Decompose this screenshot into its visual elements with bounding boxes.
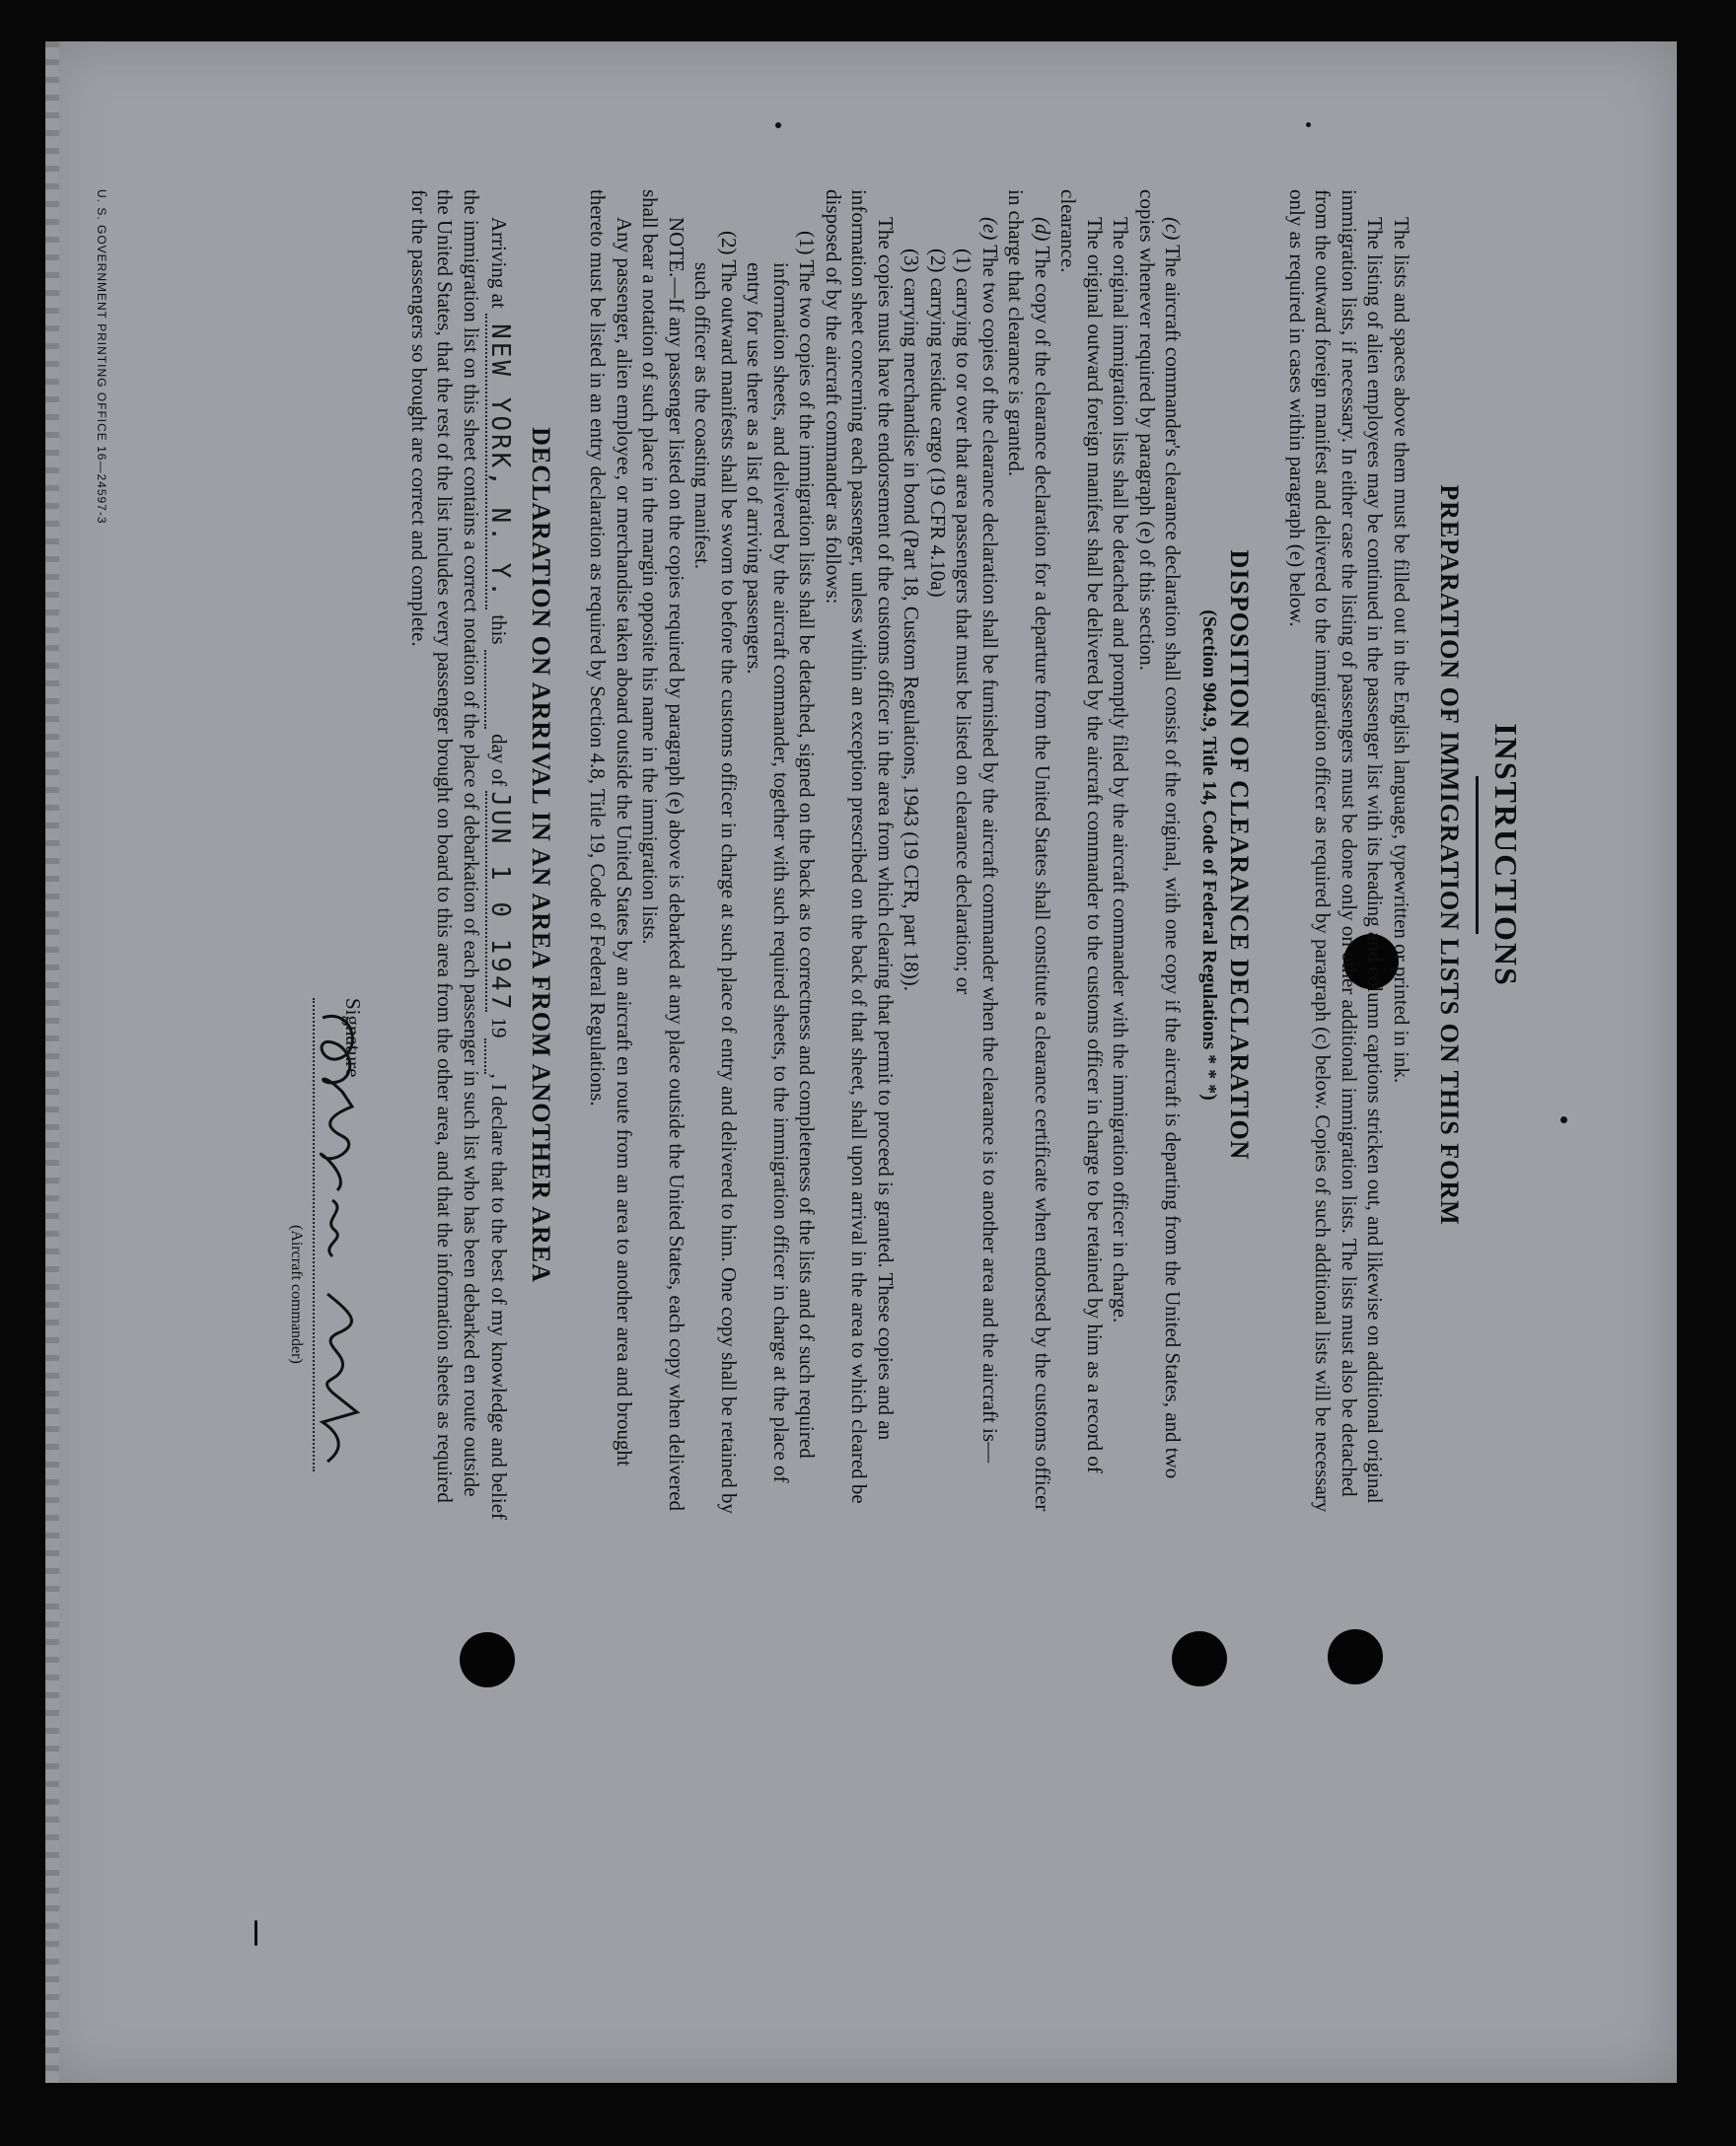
declaration-heading: DECLARATION ON ARRIVAL IN AN AREA FROM ANOTHER AREA — [527, 427, 555, 1283]
document-page — [45, 41, 1677, 2083]
signature-label: Signature — [341, 998, 366, 1078]
handwritten-signature — [303, 998, 372, 1471]
paragraph-c-3: The original outward foreign manifest shall be delivered by the aircraft commander to the customs officer in charge to be retained by him as a record of clearance. — [1056, 189, 1107, 1473]
day-of-label: day of — [487, 734, 512, 787]
paragraph-e-sub-1: (1) The two copies of the immigration lists shall be detached, signed on the back as to correctness and completeness of the lists and of such required information sheets, and delivered by the aircraft commander, together with such required sheets, to the immigration officer in charge at the place of entry for use there as a list of arriving passengers. — [743, 231, 820, 1483]
paragraph-d — [1003, 189, 1055, 1521]
printer-footer: U. S. GOVERNMENT PRINTING OFFICE 16—24597-3 — [95, 189, 108, 525]
month-field[interactable] — [485, 791, 514, 1012]
note-paragraph-2: Any passenger, alien employee, or merchandise taken aboard outside the United States by an aircraft en route from an area to another area and brought thereto must be listed in an entry declaration as required by Section 4.8, Title 19, Code of Federal Regulations. — [586, 189, 636, 1466]
paragraph-e-item-3: (3) carrying merchandise in bond (Part 18, Custom Regulations, 1943 (19 CFR, part 18)). — [900, 249, 924, 991]
prep-paragraph-2: The listing of alien employees may be continued in the passenger list with its heading and column captions stricken out, and likewise on additional original immigration lists, if necessary. In either case the listing of passengers must be done only on other additional immigration lists. The lists must also be detached from the outward foreign manifest and delivered to the immigration officer as required by paragraph (c) below. Copies of such additional lists will be necessary only as required in cases within paragraph (e) below. — [1285, 189, 1388, 1513]
paragraph-e-2: The copies must have the endorsement of the customs officer in the area from which clearing that permit to proceed is granted. These copies and an information sheet concerning each passenger, unless within an exception prescribed on the back of that sheet, shall upon arrival in the area to which cleared be disposed of by the aircraft commander as follows: — [822, 189, 898, 1504]
this-label: this — [487, 614, 512, 645]
prep-heading: PREPARATION OF IMMIGRATION LISTS ON THIS FORM — [1435, 484, 1465, 1226]
paragraph-c — [1134, 189, 1187, 1521]
instructions-body — [283, 189, 1524, 1521]
signature-caption: (Aircraft commander) — [288, 1225, 305, 1364]
paragraph-e-text: The two copies of the clearance declaration shall be furnished by the aircraft commander when the clearance is to another area and the aircraft is— — [978, 245, 1002, 1464]
paragraph-e-item-2: (2) carrying residue cargo (19 CFR 4.10a) — [926, 249, 950, 598]
title-rule — [1477, 776, 1480, 934]
date-stamp: JUN 1 0 1947 — [485, 791, 516, 1013]
year-field[interactable] — [484, 1038, 513, 1074]
paragraph-c-text: The aircraft commander's clearance declaration shall consist of the original, with one copy if the aircraft is departing from the United States, and two copies whenever required by paragraph (e) of this section. — [1135, 189, 1186, 1479]
declare-text: I declare that to the best of my knowledge and belief the immigration list on this sheet contains a correct notation of the place of debarkation of each passenger in such list who has been debarked en route outside the United States, that the rest of the list includes every passenger brought on board to this area from the other area, and that the information sheets as required for the passengers so brought are correct and complete. — [407, 189, 512, 1521]
paragraph-e-label: (e) — [978, 217, 1002, 241]
rotated-form — [45, 41, 1677, 2083]
disposition-citation: (Section 904.9, Title 14, Code of Federal Regulations * * *) — [1198, 609, 1220, 1101]
signature-field[interactable] — [313, 998, 340, 1471]
note-paragraph: NOTE.—If any passenger listed on the copies required by paragraph (e) above is debarked at any place outside the United States, each copy when delivered shall bear a notation of such place in the margin opposite his name in the immigration lists. — [638, 189, 688, 1512]
instructions-title: INSTRUCTIONS — [1488, 723, 1524, 987]
year-label: 19 — [487, 1017, 512, 1038]
paragraph-d-label: (d) — [1031, 217, 1054, 242]
day-field[interactable] — [484, 650, 513, 729]
arriving-at-value: NEW YORK, N. Y. — [485, 323, 516, 600]
signature-row — [313, 189, 367, 1521]
declaration-paragraph: Arriving at NEW YORK, N. Y. this day of JUN 1 0 1947 19 , I declare that to the best of my knowledge and belief the immigration list on this sheet contains a correct notation of the place of debarkation of each passenger in such list who has been debarked en route outside the United States, that the rest of the list includes every passenger brought on board to this area from the other area, and that the information sheets as required for the passengers so brought are correct and complete. — [407, 189, 516, 1521]
disposition-heading: DISPOSITION OF CLEARANCE DECLARATION — [1225, 549, 1255, 1161]
arriving-label: Arriving at — [487, 217, 512, 309]
paragraph-e-sub-2: (2) The outward manifests shall be sworn to before the customs officer in charge at such place of entry and delivered to him. One copy shall be retained by such officer as the coasting manifest. — [690, 231, 741, 1515]
paragraph-e-item-1: (1) carrying to or over that area passengers that must be listed on clearance declaration; or — [952, 249, 976, 995]
arriving-at-field[interactable] — [485, 314, 514, 609]
paragraph-d-text: The copy of the clearance declaration for a departure from the United States shall constitute a clearance certificate when endorsed by the customs officer in charge that clearance is granted. — [1004, 189, 1054, 1512]
prep-paragraph-1: The lists and spaces above them must be filled out in the English language, typewritten or printed in ink. — [1390, 217, 1413, 1084]
paragraph-c-label: (c) — [1161, 217, 1186, 241]
paragraph-e — [977, 189, 1004, 1521]
paragraph-c-2: The original immigration lists shall be detached and promptly filed by the aircraft commander with the immigration officer in charge. — [1109, 217, 1133, 1323]
